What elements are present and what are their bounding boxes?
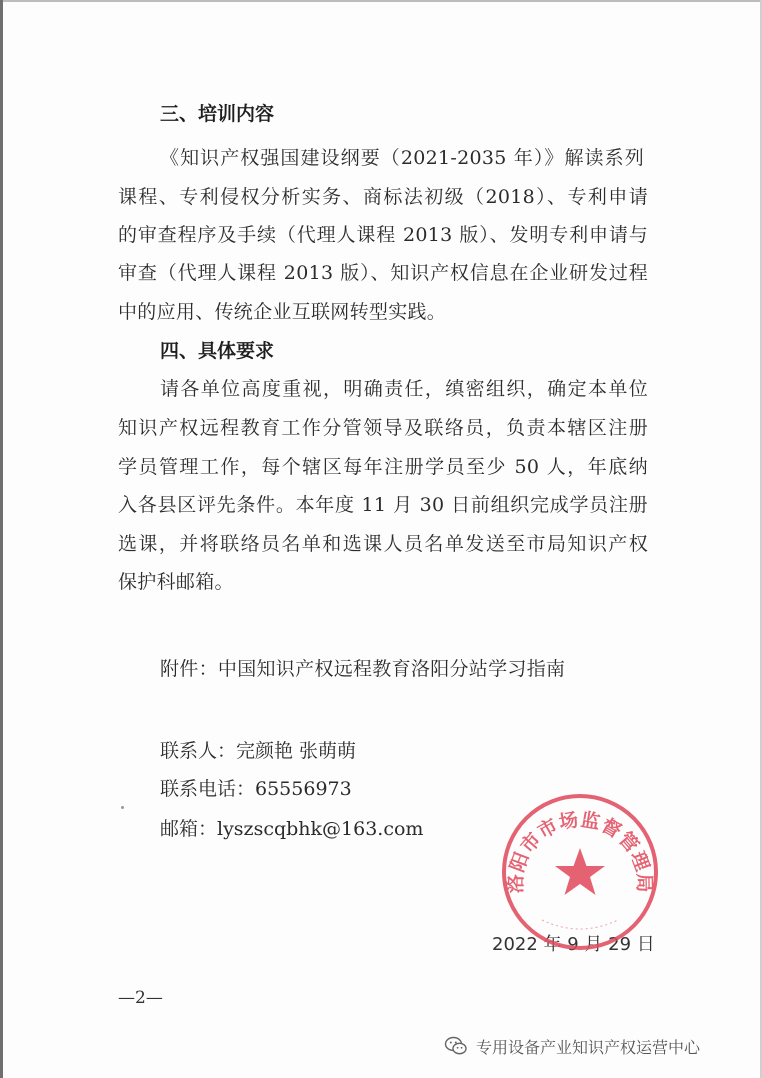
scan-edge-top <box>0 0 762 2</box>
attachment-line: 附件：中国知识产权远程教育洛阳分站学习指南 <box>160 658 566 680</box>
section-3-heading: 三、培训内容 <box>160 103 275 125</box>
section-4-line-1: 请各单位高度重视，明确责任，缜密组织，确定本单位 <box>160 378 648 400</box>
scan-speck <box>121 806 124 809</box>
section-3-line-3: 的审查程序及手续（代理人课程 2013 版）、发明专利申请与 <box>118 224 648 246</box>
source-watermark <box>444 1031 700 1061</box>
section-4-line-2: 知识产权远程教育工作分管领导及联络员，负责本辖区注册 <box>118 417 648 439</box>
section-3-line-1: 《知识产权强国建设纲要（2021-2035 年）》解读系列 <box>160 147 644 169</box>
seal-text: 洛阳市市场监督管理局 <box>504 808 656 894</box>
contact-person: 联系人：完颜艳 张萌萌 <box>160 740 357 762</box>
watermark-text: 专用设备产业知识产权运营中心 <box>476 1037 701 1057</box>
section-4-line-6: 保护科邮箱。 <box>118 571 234 593</box>
wechat-icon <box>444 1035 468 1057</box>
page-number: —2— <box>118 988 163 1008</box>
section-4-line-5: 选课，并将联络员名单和选课人员名单发送至市局知识产权 <box>118 533 648 555</box>
document-date: 2022 年 9 月 29 日 <box>492 934 655 955</box>
official-seal <box>500 792 660 952</box>
section-3-line-4: 审查（代理人课程 2013 版）、知识产权信息在企业研发过程 <box>118 262 648 284</box>
section-3-line-2: 课程、专利侵权分析实务、商标法初级（2018）、专利申请 <box>118 186 648 208</box>
section-4-line-4: 入各县区评先条件。本年度 11 月 30 日前组织完成学员注册 <box>118 494 648 516</box>
scan-edge-left <box>0 0 3 1078</box>
seal-star-icon <box>555 848 605 895</box>
contact-phone: 联系电话：65556973 <box>160 778 352 800</box>
section-3-line-5: 中的应用、传统企业互联网转型实践。 <box>118 301 447 323</box>
section-4-line-3: 学员管理工作，每个辖区每年注册学员至少 50 人，年底纳 <box>118 456 648 478</box>
section-4-heading: 四、具体要求 <box>160 340 275 362</box>
contact-email: 邮箱：lyszscqbhk@163.com <box>160 818 424 840</box>
